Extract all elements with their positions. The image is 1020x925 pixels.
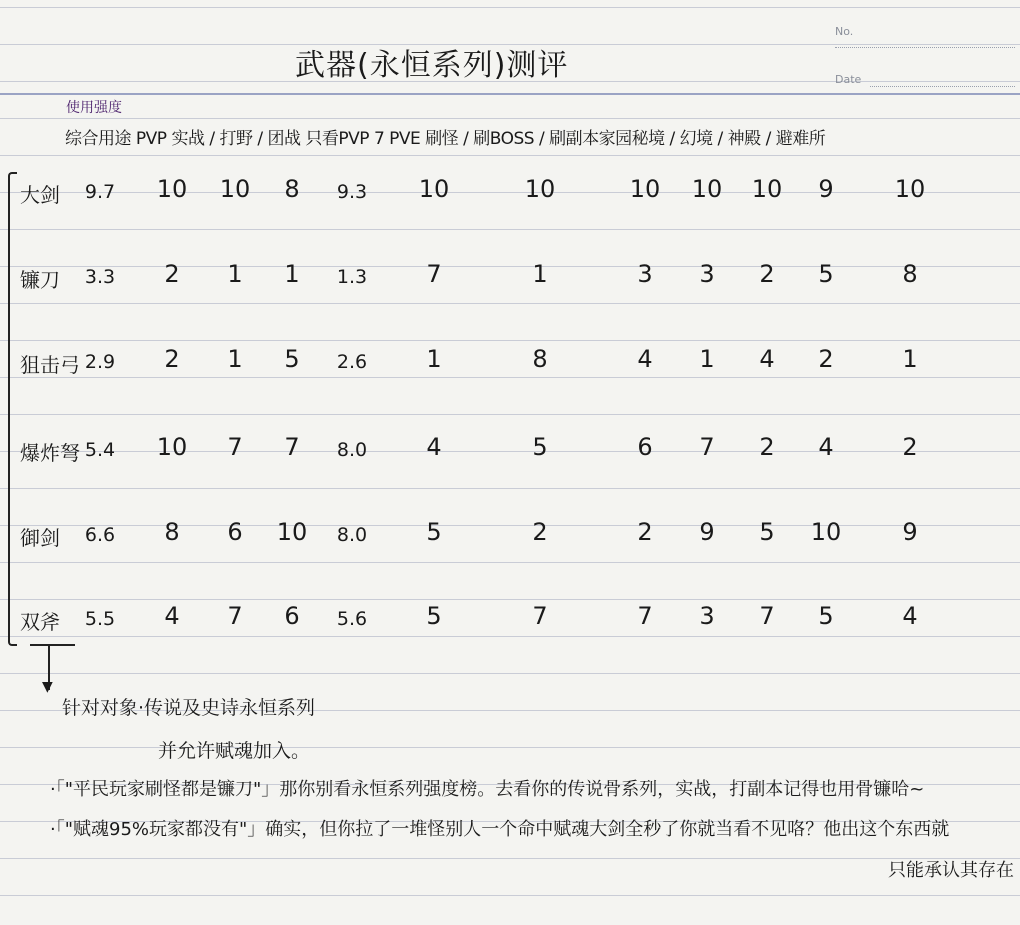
note-quote-2: ·「"赋魂95%玩家都没有"」确实，但你拉了一堆怪别人一个命中赋魂大剑全秒了你就当看不见咯？他出这个东西就: [50, 819, 950, 840]
table-cell: 6: [227, 518, 243, 546]
table-cell: 1: [227, 345, 243, 373]
table-cell: 7: [699, 433, 715, 461]
table-cell: 2: [164, 260, 180, 288]
table-cell: 10: [418, 175, 450, 203]
table-cell: 1: [902, 345, 918, 373]
table-cell: 2: [759, 433, 775, 461]
table-cell: 3: [699, 260, 715, 288]
table-cell: 5: [426, 602, 442, 630]
table-cell: 5: [284, 345, 300, 373]
note-quote-3: 只能承认其存在: [888, 860, 1014, 881]
table-cell: 8: [532, 345, 548, 373]
table-cell: 10: [894, 175, 926, 203]
table-cell: 7: [426, 260, 442, 288]
table-cell: 2.9: [84, 351, 116, 373]
table-cell: 6: [284, 602, 300, 630]
table-cell: 6: [637, 433, 653, 461]
table-cell: 8.0: [336, 439, 368, 461]
table-cell: 7: [284, 433, 300, 461]
table-cell: 1: [699, 345, 715, 373]
note-target-2: 并允许赋魂加入。: [158, 740, 311, 762]
table-cell: 2: [818, 345, 834, 373]
row-label: 御剑: [20, 526, 60, 550]
row-label: 大剑: [20, 183, 60, 207]
table-cell: 10: [524, 175, 556, 203]
table-cell: 4: [426, 433, 442, 461]
table-cell: 9: [699, 518, 715, 546]
table-cell: 9: [818, 175, 834, 203]
table-cell: 2: [637, 518, 653, 546]
table-cell: 2.6: [336, 351, 368, 373]
table-cell: 7: [637, 602, 653, 630]
table-cell: 2: [164, 345, 180, 373]
table-cell: 4: [902, 602, 918, 630]
table-cell: 9.7: [84, 181, 116, 203]
no-label: No.: [835, 25, 854, 38]
table-cell: 8: [164, 518, 180, 546]
page-title: 武器(永恒系列)测评: [295, 48, 569, 83]
table-cell: 8: [902, 260, 918, 288]
row-underline: [30, 644, 75, 646]
table-cell: 10: [629, 175, 661, 203]
row-label: 双斧: [20, 610, 60, 634]
table-cell: 1.3: [336, 266, 368, 288]
table-cell: 4: [759, 345, 775, 373]
table-cell: 10: [691, 175, 723, 203]
table-cell: 5: [426, 518, 442, 546]
table-cell: 5: [818, 260, 834, 288]
table-cell: 2: [759, 260, 775, 288]
table-cell: 8.0: [336, 524, 368, 546]
row-label: 镰刀: [20, 268, 60, 292]
table-cell: 7: [532, 602, 548, 630]
table-cell: 5: [759, 518, 775, 546]
table-cell: 10: [751, 175, 783, 203]
table-cell: 1: [284, 260, 300, 288]
table-cell: 3.3: [84, 266, 116, 288]
table-cell: 4: [818, 433, 834, 461]
table-cell: 5: [818, 602, 834, 630]
note-target: 针对对象·传说及史诗永恒系列: [62, 697, 316, 719]
table-cell: 7: [227, 602, 243, 630]
no-line: [835, 47, 1015, 48]
table-cell: 5.5: [84, 608, 116, 630]
table-cell: 5.6: [336, 608, 368, 630]
table-cell: 3: [699, 602, 715, 630]
table-cell: 3: [637, 260, 653, 288]
table-cell: 9: [902, 518, 918, 546]
row-label: 狙击弓: [20, 353, 80, 377]
table-cell: 7: [759, 602, 775, 630]
usage-strength-label: 使用强度: [66, 100, 122, 116]
table-cell: 4: [164, 602, 180, 630]
table-cell: 1: [426, 345, 442, 373]
table-cell: 8: [284, 175, 300, 203]
table-cell: 1: [227, 260, 243, 288]
table-cell: 2: [532, 518, 548, 546]
date-label: Date: [835, 73, 862, 86]
table-cell: 2: [902, 433, 918, 461]
table-cell: 5.4: [84, 439, 116, 461]
row-bracket: [8, 172, 17, 646]
table-cell: 10: [276, 518, 308, 546]
note-quote-1: ·「"平民玩家刷怪都是镰刀"」那你别看永恒系列强度榜。去看你的传说骨系列，实战，打副本记得也用骨镰哈~: [50, 779, 925, 800]
table-cell: 6.6: [84, 524, 116, 546]
down-arrow-icon: ▼: [42, 679, 53, 695]
table-cell: 10: [219, 175, 251, 203]
date-line: [870, 86, 1015, 87]
column-header: 综合用途 PVP 实战 / 打野 / 团战 只看PVP 7 PVE 刷怪 / 刷BOSS / 刷副本家园秘境 / 幻境 / 神殿 / 避难所: [65, 129, 826, 149]
table-cell: 10: [810, 518, 842, 546]
table-cell: 1: [532, 260, 548, 288]
table-cell: 7: [227, 433, 243, 461]
table-cell: 4: [637, 345, 653, 373]
table-cell: 9.3: [336, 181, 368, 203]
row-label: 爆炸弩: [20, 441, 80, 465]
table-cell: 5: [532, 433, 548, 461]
header-rule: [0, 93, 1020, 95]
table-cell: 10: [156, 175, 188, 203]
table-cell: 10: [156, 433, 188, 461]
